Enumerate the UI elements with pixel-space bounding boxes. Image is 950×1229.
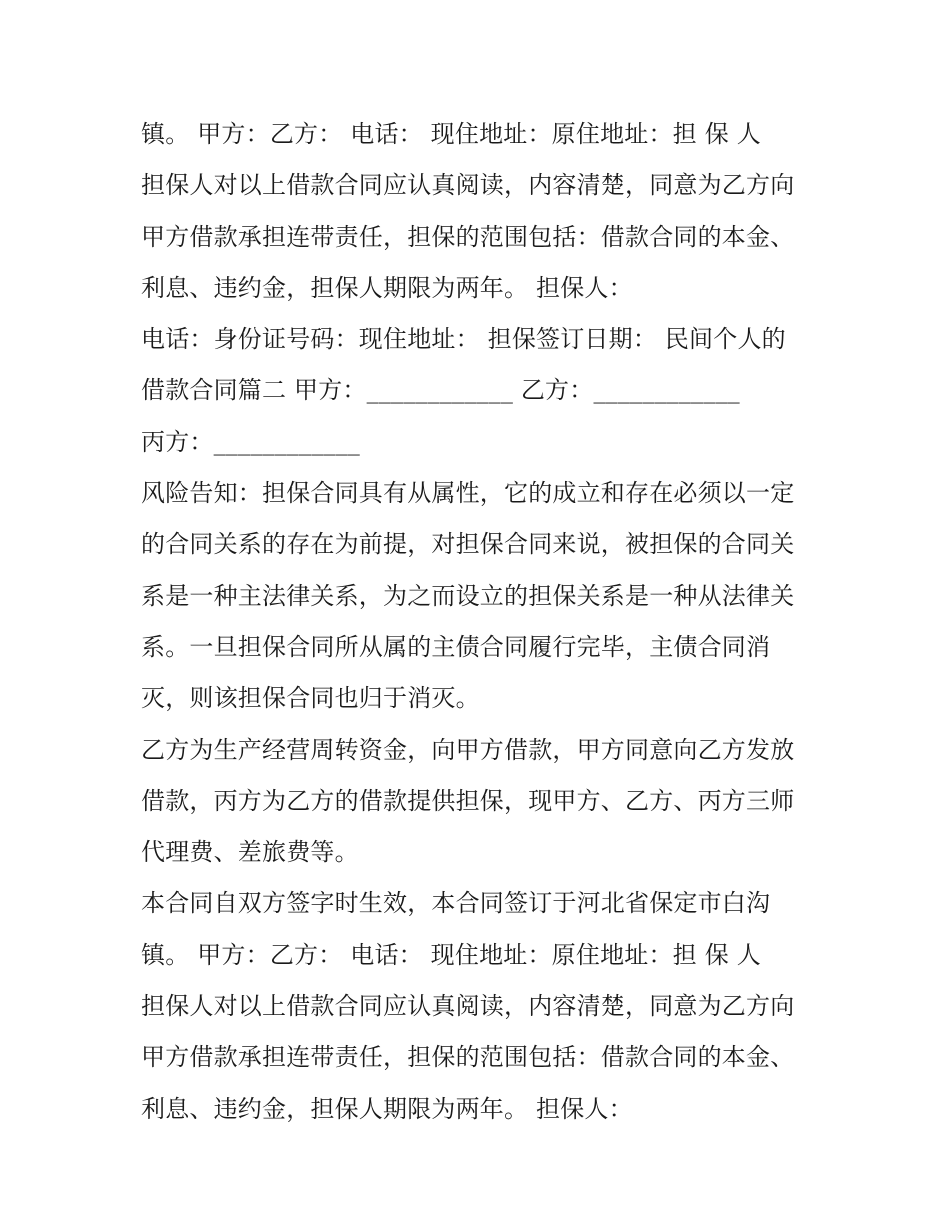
- text-line: 系。一旦担保合同所从属的主债合同履行完毕，主债合同消: [141, 632, 771, 661]
- text-line: 电话：身份证号码：现住地址： 担保签订日期： 民间个人的: [141, 325, 786, 354]
- text-line: 本合同自双方签字时生效，本合同签订于河北省保定市白沟: [141, 889, 771, 918]
- text-line: 乙方为生产经营周转资金，向甲方借款，甲方同意向乙方发放: [141, 735, 795, 764]
- text-line: 灭，则该担保合同也归于消灭。: [141, 684, 480, 713]
- text-line: 借款合同篇二 甲方：____________ 乙方：____________: [141, 376, 740, 405]
- text-line: 甲方借款承担连带责任，担保的范围包括：借款合同的本金、: [141, 1043, 795, 1072]
- text-line: 甲方借款承担连带责任，担保的范围包括：借款合同的本金、: [141, 222, 795, 251]
- text-line: 镇。 甲方：乙方： 电话： 现住地址：原住地址：担 保 人: [141, 940, 761, 969]
- text-line: 风险告知：担保合同具有从属性，它的成立和存在必须以一定: [141, 479, 795, 508]
- text-line: 担保人对以上借款合同应认真阅读，内容清楚，同意为乙方向: [141, 171, 795, 200]
- text-line: 镇。 甲方：乙方： 电话： 现住地址：原住地址：担 保 人: [141, 120, 761, 148]
- text-line: 系是一种主法律关系，为之而设立的担保关系是一种从法律关: [141, 581, 795, 610]
- text-line: 利息、违约金，担保人期限为两年。 担保人：: [141, 273, 633, 302]
- text-line: 的合同关系的存在为前提，对担保合同来说，被担保的合同关: [141, 530, 795, 559]
- text-line: 借款，丙方为乙方的借款提供担保，现甲方、乙方、丙方三师: [141, 786, 795, 815]
- text-line: 利息、违约金，担保人期限为两年。 担保人：: [141, 1094, 633, 1123]
- document-body: [141, 109, 831, 1135]
- text-line: 代理费、差旅费等。: [141, 838, 359, 867]
- text-line: 丙方：____________: [141, 427, 360, 456]
- text-line: 担保人对以上借款合同应认真阅读，内容清楚，同意为乙方向: [141, 992, 795, 1021]
